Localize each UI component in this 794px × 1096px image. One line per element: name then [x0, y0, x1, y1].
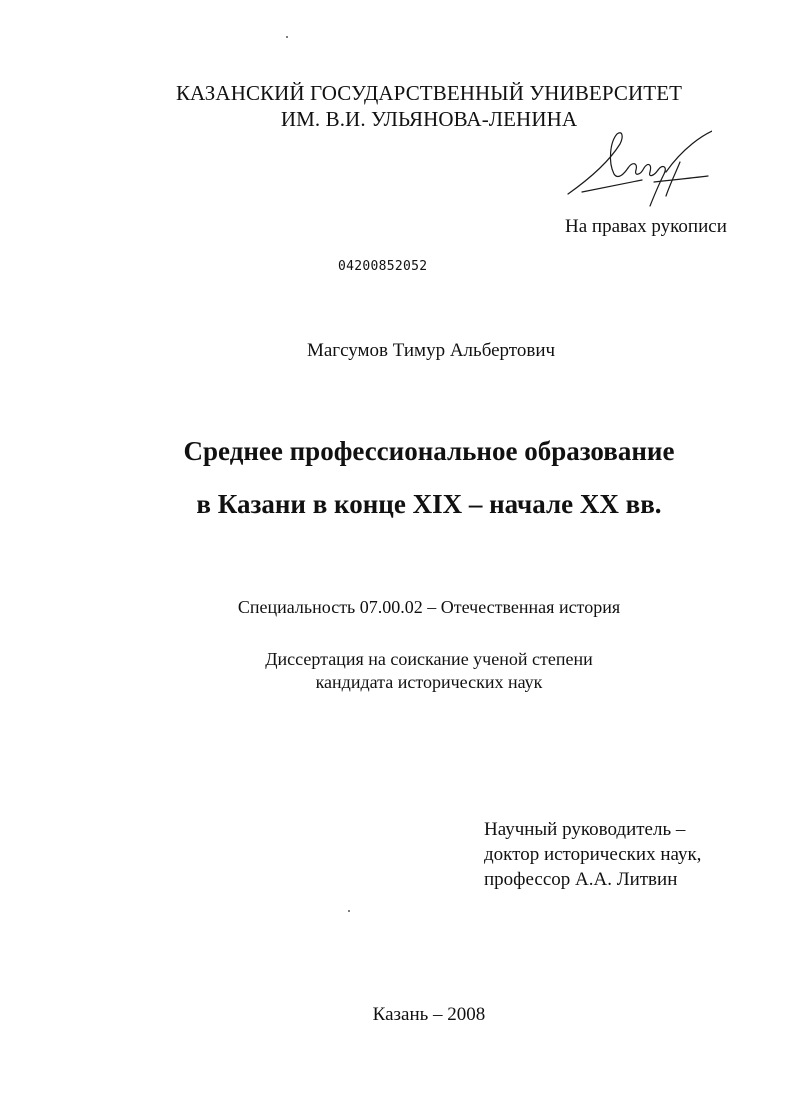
advisor-line1: Научный руководитель –	[484, 819, 686, 840]
advisor-line2: доктор исторических наук,	[484, 844, 702, 865]
place-and-year: Казань – 2008	[372, 1004, 486, 1025]
rights-note: На правах рукописи	[565, 216, 727, 237]
dissertation-title	[0, 425, 794, 531]
degree-line2: кандидата исторических наук	[315, 672, 543, 692]
university-name-line1: КАЗАНСКИЙ ГОСУДАРСТВЕННЫЙ УНИВЕРСИТЕТ	[175, 81, 683, 105]
advisor-line3: профессор А.А. Литвин	[484, 869, 678, 890]
degree-line1: Диссертация на соискание ученой степени	[265, 649, 593, 669]
paper-speck	[348, 910, 350, 912]
author-name: Магсумов Тимур Альбертович	[306, 340, 556, 361]
paper-speck	[286, 36, 288, 38]
catalog-code: 04200852052	[338, 259, 428, 274]
handwritten-signature	[562, 122, 712, 214]
scientific-advisor	[484, 817, 701, 892]
specialty: Специальность 07.00.02 – Отечественная история	[237, 597, 621, 617]
title-line2: в Казани в конце XIX – начале XX вв.	[196, 489, 662, 519]
university-name-line2: ИМ. В.И. УЛЬЯНОВА-ЛЕНИНА	[280, 107, 578, 131]
title-line1: Среднее профессиональное образование	[183, 436, 675, 466]
dissertation-degree	[0, 648, 794, 694]
